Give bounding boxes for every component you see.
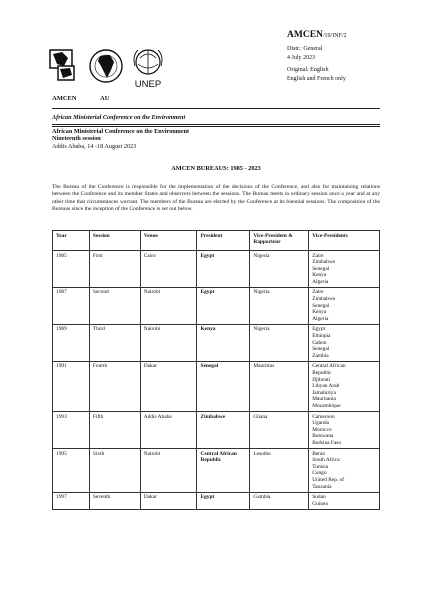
cell-session: Seventh: [89, 492, 140, 509]
vice-president-entry: Djibouti: [312, 376, 331, 383]
unep-logo: [134, 50, 162, 90]
venue-dates: Addis Ababa, 14 -18 August 2023: [52, 142, 137, 150]
organization-name: African Ministerial Conference on the Environment: [52, 114, 186, 121]
cell-rapporteur: Nigeria: [250, 251, 309, 288]
vice-president-entry: Egypt: [312, 326, 326, 333]
vice-president-entry: Senegal: [312, 265, 330, 272]
vice-president-entry: Libyan Arab: [312, 383, 340, 390]
document-title: AMCEN BUREAUS: 1985 - 2023: [171, 165, 261, 172]
cell-session: First: [89, 251, 140, 288]
cell-year: 1991: [53, 361, 90, 411]
cell-vice-presidents: [309, 449, 380, 493]
vice-president-entry: Cameroon: [312, 413, 335, 420]
table-row: [53, 287, 380, 324]
amcen-logo: [50, 50, 74, 80]
cell-rapporteur: Ghana: [250, 412, 309, 449]
cell-vice-presidents: [309, 324, 380, 361]
cell-president: Egypt: [197, 492, 250, 509]
table-row: [53, 361, 380, 411]
cell-president: Central African Republic: [197, 449, 250, 493]
table-row: [53, 324, 380, 361]
organization-logos: [48, 42, 198, 97]
vice-president-entry: Senegal: [312, 302, 330, 309]
cell-rapporteur: Nigeria: [250, 287, 309, 324]
vice-president-entry: Republic: [312, 370, 332, 376]
vice-president-entry: Algeria: [312, 278, 329, 285]
vice-president-entry: Morocco: [312, 426, 332, 433]
bureaus-table: [52, 230, 380, 510]
org-rule: [52, 124, 380, 125]
header-session: Session: [89, 231, 140, 251]
au-emblem-icon: [90, 50, 122, 82]
vice-president-entry: South Africa: [312, 457, 340, 464]
cell-session: Fourth: [89, 361, 140, 411]
header-venue: Venue: [140, 231, 197, 251]
cell-president: Senegal: [197, 361, 250, 411]
cell-rapporteur: Nigeria: [250, 324, 309, 361]
cell-rapporteur: Mauritius: [250, 361, 309, 411]
document-meta: [287, 45, 346, 83]
vice-president-entry: Congo: [312, 470, 327, 477]
vice-president-entry: Tanzania: [312, 483, 332, 490]
cell-president: Kenya: [197, 324, 250, 361]
cell-year: 1995: [53, 449, 90, 493]
amcen-label: AMCEN: [52, 95, 77, 102]
cell-year: 1987: [53, 287, 90, 324]
org-rule-secondary: [52, 126, 380, 127]
cell-venue: Nairobi: [140, 449, 197, 493]
au-label: AU: [100, 95, 110, 102]
vice-president-entry: Guinea: [312, 500, 328, 507]
vice-president-entry: Central African: [312, 363, 346, 370]
cell-president: Zimbabwe: [197, 412, 250, 449]
original-language: Original: English: [287, 67, 329, 73]
vice-president-entry: Botswana: [312, 433, 334, 440]
table-row: [53, 412, 380, 449]
distribution: Distr.: General: [287, 46, 323, 52]
cell-venue: Addis Ababa: [140, 412, 197, 449]
vice-president-entry: Kenya: [312, 272, 327, 279]
cell-rapporteur: Gambia: [250, 492, 309, 509]
cell-session: Second: [89, 287, 140, 324]
vice-president-entry: Jamahiriya: [312, 389, 336, 396]
table-row: [53, 492, 380, 509]
cell-vice-presidents: [309, 251, 380, 288]
vice-president-entry: Benin: [312, 450, 326, 457]
vice-president-entry: Zambia: [312, 352, 329, 359]
intro-paragraph: The Bureau of the Conference is responsible for the implementation of the decisions of the Conference, and also for maintaining relations between the Conference and its member States and observers between the sessions. The Bureau meets in ordinary session once a year and at any other time that circumstances warrant. The members of the Bureau are elected by the Conference at its biennial sessions. The composition of the Bureaus since the inception of the Conference is set out below.: [52, 184, 380, 213]
vice-president-entry: Kenya: [312, 309, 327, 316]
cell-venue: Nairobi: [140, 287, 197, 324]
vice-president-entry: Zaire: [312, 289, 324, 296]
vice-president-entry: Algeria: [312, 315, 329, 322]
cell-session: Sixth: [89, 449, 140, 493]
cell-president: Egypt: [197, 287, 250, 324]
header-vice-presidents: Vice-Presidents: [309, 231, 380, 251]
table-row: [53, 449, 380, 493]
cell-president: Egypt: [197, 251, 250, 288]
vice-president-entry: Tunisia: [312, 463, 329, 470]
header-rule: [52, 108, 380, 109]
vice-president-entry: Uganda: [312, 420, 329, 427]
session-info: [52, 128, 189, 150]
vice-president-entry: Ethiopia: [312, 333, 331, 340]
session-name: Nineteenth session: [52, 135, 101, 143]
cell-session: Fifth: [89, 412, 140, 449]
cell-vice-presidents: [309, 492, 380, 509]
cell-venue: Nairobi: [140, 324, 197, 361]
vice-president-entry: Burkina Faso: [312, 439, 342, 446]
vice-president-entry: Zimbabwe: [312, 259, 336, 266]
vice-president-entry: Mauritania: [312, 396, 336, 403]
cell-venue: Cairo: [140, 251, 197, 288]
vice-president-entry: Zimbabwe: [312, 296, 336, 303]
svg-text:UNEP: UNEP: [134, 79, 162, 90]
vice-president-entry: Mozambique: [312, 402, 341, 409]
vice-president-entry: Zaire: [312, 252, 324, 259]
vice-president-entry: Sudan: [312, 494, 326, 501]
vice-president-entry: Gabon: [312, 339, 327, 346]
header-president: President: [197, 231, 250, 251]
cell-venue: Dakar: [140, 361, 197, 411]
header-rapporteur: Vice-President & Rapporteur: [250, 231, 309, 251]
cell-year: 1985: [53, 251, 90, 288]
table-body: [53, 251, 380, 510]
cell-year: 1989: [53, 324, 90, 361]
conference-name: African Ministerial Conference on the Environment: [52, 128, 190, 135]
cell-vice-presidents: [309, 287, 380, 324]
cell-year: 1993: [53, 412, 90, 449]
document-symbol: AMCEN/19/INF/2: [287, 30, 347, 40]
available-languages: English and French only: [287, 75, 346, 82]
cell-year: 1997: [53, 492, 90, 509]
issue-date: 4 July 2023: [287, 54, 316, 61]
cell-venue: Dakar: [140, 492, 197, 509]
vice-president-entry: Senegal: [312, 346, 330, 353]
table-row: [53, 251, 380, 288]
table-header-row: [53, 231, 380, 251]
vice-president-entry: United Rep. of: [312, 476, 345, 483]
header-year: Year: [53, 231, 90, 251]
cell-rapporteur: Lesotho: [250, 449, 309, 493]
cell-session: Third: [89, 324, 140, 361]
cell-vice-presidents: [309, 361, 380, 411]
cell-vice-presidents: [309, 412, 380, 449]
